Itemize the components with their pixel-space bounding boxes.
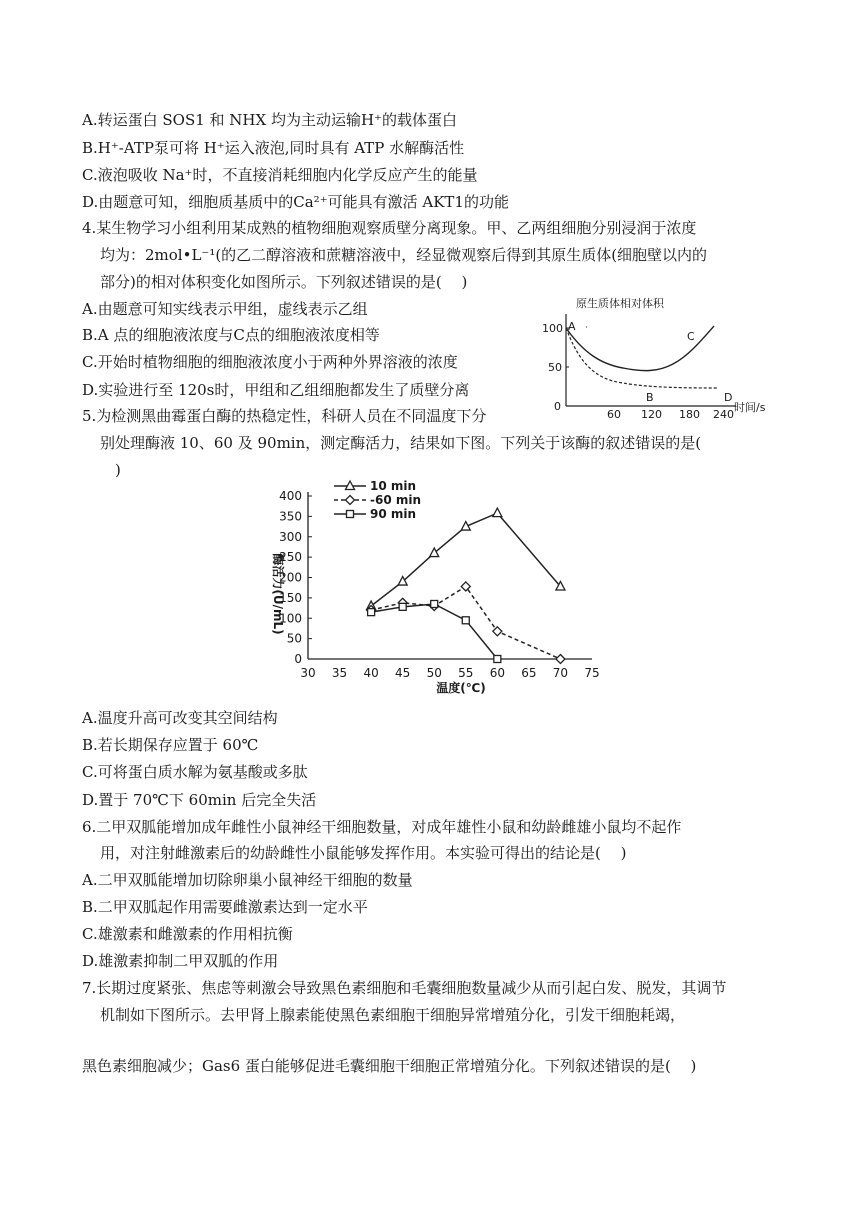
q4-ytick-0: 0 [554,400,561,413]
q4-ylabel: 原生质体相对体积 [576,297,664,310]
q4-stem-line-3: 部分)的相对体积变化如图所示。下列叙述错误的是( ) [100,273,468,291]
chart-legend-marker-2 [347,511,354,518]
chart-point-series-1 [493,627,502,636]
chart-y-tick-label: 250 [279,550,302,565]
q4-option-b: B.A 点的细胞液浓度与C点的细胞液浓度相等 [82,326,380,344]
chart-point-series-1 [556,655,565,664]
chart-series-line-2 [371,604,497,659]
chart-point-series-2 [494,656,501,663]
chart-y-tick-label: 100 [279,611,302,626]
chart-y-tick-label: 0 [294,652,302,666]
q6-option-d: D.雄激素抑制二甲双胍的作用 [82,952,279,970]
chart-y-tick-label: 400 [279,489,302,503]
enzyme-activity-chart [250,478,610,698]
chart-x-tick-label: 60 [489,666,505,680]
q3-option-d: D.由题意可知，细胞质基质中的Ca²⁺可能具有激活 AKT1的功能 [82,193,509,211]
q4-xtick-120: 120 [641,408,662,420]
q4-stem-line-1: 4.某生物学习小组利用某成熟的植物细胞观察质壁分离现象。甲、乙两组细胞分别浸润于浓度 [82,219,697,237]
q5-option-b: B.若长期保存应置于 60℃ [82,736,259,754]
chart-x-tick-label: 65 [521,666,537,680]
q4-xtick-240: 240 [713,408,734,420]
q7-stem-line-1: 7.长期过度紧张、焦虑等刺激会导致黑色素细胞和毛囊细胞数量减少从而引起白发、脱发，其调节 [82,979,727,997]
q4-xtick-180: 180 [679,408,700,420]
q4-ytick-50: 50 [548,361,562,374]
q4-xtick-60: 60 [607,408,621,420]
chart-y-tick-label: 200 [279,570,302,585]
q5-stem-line-2: 别处理酶液 10、60 及 90min，测定酶活力，结果如下图。下列关于该酶的叙述错误的是( [100,434,702,452]
chart-point-series-0 [430,548,439,557]
chart-x-tick-label: 40 [363,666,379,680]
chart-legend-label-2: 90 min [370,507,417,521]
chart-x-tick-label: 30 [300,666,316,680]
q5-option-c: C.可将蛋白质水解为氨基酸或多肽 [82,763,308,781]
q4-stem-line-2: 均为：2mol•L⁻¹(的乙二醇溶液和蔗糖溶液中，经显微观察后得到其原生质体(细胞壁以内的 [100,246,708,264]
q4-point-a-dot: · [585,323,588,333]
q4-option-a: A.由题意可知实线表示甲组，虚线表示乙组 [82,300,368,318]
chart-point-series-2 [368,609,375,616]
q3-option-b: B.H⁺-ATP泵可将 H⁺运入液泡,同时具有 ATP 水解酶活性 [82,139,465,157]
chart-point-series-2 [431,600,438,607]
q7-stem-line-2: 机制如下图所示。去甲肾上腺素能使黑色素细胞干细胞异常增殖分化，引发干细胞耗竭， [100,1006,686,1024]
chart-x-tick-label: 55 [458,666,474,680]
q5-option-a: A.温度升高可改变其空间结构 [82,709,278,727]
chart-point-series-2 [399,603,406,610]
chart-point-series-1 [461,582,470,591]
chart-x-tick-label: 75 [584,666,600,680]
q6-option-a: A.二甲双胍能增加切除卵巢小鼠神经干细胞的数量 [82,871,413,889]
chart-point-series-0 [493,508,502,517]
chart-y-tick-label: 350 [279,509,302,524]
q5-option-d: D.置于 70℃下 60min 后完全失活 [82,791,317,809]
q4-dashed-curve [566,328,718,388]
q4-point-d: D [724,391,733,404]
q4-xlabel: 时间/s [734,401,766,414]
chart-ylabel: 酶活力(U/mL) [271,553,285,635]
chart-xlabel: 温度(℃) [436,681,486,695]
q6-stem-line-2: 用，对注射雌激素后的幼龄雌性小鼠能够发挥作用。本实验可得出的结论是( ) [100,844,627,862]
chart-legend-marker-1 [346,496,355,505]
q4-point-a: A [568,320,576,333]
q4-figure [538,292,772,420]
q4-option-d: D.实验进行至 120s时，甲组和乙组细胞都发生了质壁分离 [82,381,470,399]
q4-point-b: B [646,391,654,404]
q4-option-c: C.开始时植物细胞的细胞液浓度小于两种外界溶液的浓度 [82,353,458,371]
chart-y-tick-label: 50 [286,631,302,646]
chart-x-tick-label: 35 [331,666,348,680]
q4-ytick-100: 100 [542,322,563,335]
q3-option-a: A.转运蛋白 SOS1 和 NHX 均为主动运输H⁺的载体蛋白 [82,111,457,129]
q6-stem-line-1: 6.二甲双胍能增加成年雌性小鼠神经干细胞数量，对成年雄性小鼠和幼龄雌雄小鼠均不起作 [82,818,682,836]
chart-x-tick-label: 50 [426,666,442,680]
chart-legend-label-1: -60 min [370,493,422,507]
q5-stem-line-3: ) [115,461,121,479]
chart-point-series-2 [462,617,469,624]
chart-y-tick-label: 150 [279,590,302,605]
chart-y-tick-label: 300 [279,529,302,544]
q5-stem-line-1: 5.为检测黑曲霉蛋白酶的热稳定性，科研人员在不同温度下分 [82,407,487,425]
chart-x-tick-label: 45 [395,666,411,680]
q6-option-b: B.二甲双胍起作用需要雌激素达到一定水平 [82,898,368,916]
chart-legend-marker-0 [346,481,355,490]
chart-legend-label-0: 10 min [370,479,417,493]
chart-x-tick-label: 70 [552,666,569,680]
q7-stem-line-3: 黑色素细胞减少；Gas6 蛋白能够促进毛囊细胞干细胞正常增殖分化。下列叙述错误的是( ) [82,1057,697,1075]
q4-point-c: C [687,330,695,343]
q3-option-c: C.液泡吸收 Na⁺时，不直接消耗细胞内化学反应产生的能量 [82,166,478,184]
q6-option-c: C.雄激素和雌激素的作用相抗衡 [82,925,293,943]
